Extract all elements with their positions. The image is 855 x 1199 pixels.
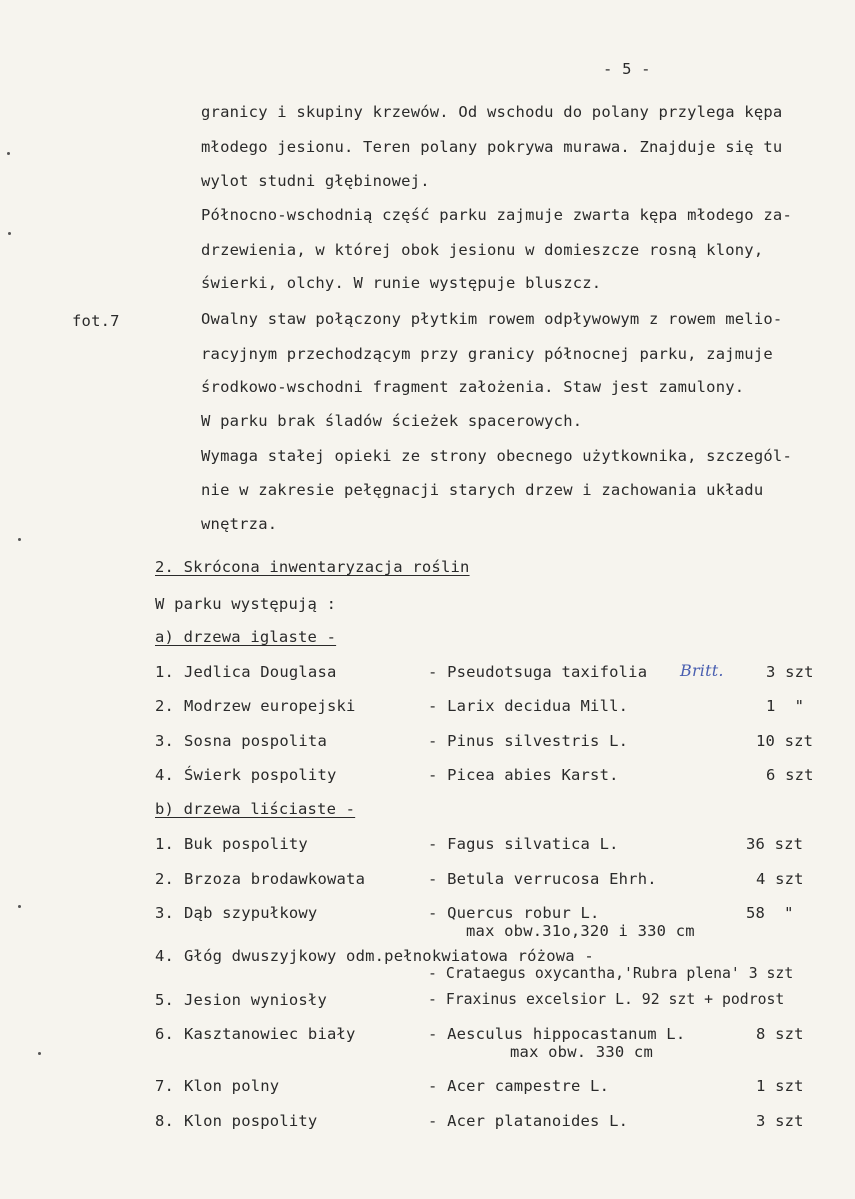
item-number: 4. <box>155 766 175 784</box>
paragraph-line: W parku brak śladów ścieżek spacerowych. <box>201 412 583 430</box>
handwritten-note: Britt. <box>680 661 724 680</box>
item-latin: - Acer platanoides L. <box>428 1112 629 1130</box>
item-number: 3. <box>155 904 175 922</box>
item-count: 1 " <box>766 697 805 715</box>
margin-mark <box>38 1052 41 1055</box>
paragraph-line: nie w zakresie pełęgnacji starych drzew i zachowania układu <box>201 481 764 499</box>
item-number: 1. <box>155 835 175 853</box>
paragraph-line: Północno-wschodnią część parku zajmuje zwarta kępa młodego za- <box>201 206 792 224</box>
item-subline: max obw. 330 cm <box>510 1043 653 1061</box>
paragraph-line: środkowo-wschodni fragment założenia. Staw jest zamulony. <box>201 378 745 396</box>
item-latin: - Aesculus hippocastanum L. <box>428 1025 686 1043</box>
item-subline: max obw.31o,320 i 330 cm <box>466 922 695 940</box>
item-name: Dąb szypułkowy <box>184 904 318 922</box>
item-count: 8 szt <box>756 1025 804 1043</box>
item-latin: - Fraxinus excelsior L. 92 szt + podrost <box>428 991 785 1008</box>
intro-text: W parku występują : <box>155 595 337 613</box>
margin-mark <box>18 538 21 541</box>
item-count: 3 szt <box>766 663 814 681</box>
paragraph-line: granicy i skupiny krzewów. Od wschodu do polany przylega kępa <box>201 103 783 121</box>
item-number: 4. <box>155 947 175 965</box>
margin-mark <box>18 905 21 908</box>
paragraph-line: Owalny staw połączony płytkim rowem odpływowym z rowem melio- <box>201 310 783 328</box>
paragraph-line: Wymaga stałej opieki ze strony obecnego użytkownika, szczegól- <box>201 447 792 465</box>
section-heading: 2. Skrócona inwentaryzacja roślin <box>155 558 470 576</box>
item-number: 3. <box>155 732 175 750</box>
item-name: Jesion wyniosły <box>184 991 327 1009</box>
item-count: 3 szt <box>756 1112 804 1130</box>
margin-mark <box>8 232 11 235</box>
item-number: 2. <box>155 870 175 888</box>
item-latin: - Pseudotsuga taxifolia <box>428 663 648 681</box>
paragraph-line: wylot studni głębinowej. <box>201 172 430 190</box>
item-count: 6 szt <box>766 766 814 784</box>
item-name: Sosna pospolita <box>184 732 327 750</box>
paragraph-line: racyjnym przechodzącym przy granicy północnej parku, zajmuje <box>201 345 773 363</box>
item-number: 5. <box>155 991 175 1009</box>
paragraph-line: drzewienia, w której obok jesionu w domieszcze rosną klony, <box>201 241 764 259</box>
item-count: 4 szt <box>756 870 804 888</box>
page-number: - 5 - <box>603 60 651 78</box>
paragraph-line: świerki, olchy. W runie występuje bluszcz. <box>201 274 602 292</box>
item-latin: - Fagus silvatica L. <box>428 835 619 853</box>
item-number: 6. <box>155 1025 175 1043</box>
item-count: 1 szt <box>756 1077 804 1095</box>
item-latin: - Acer campestre L. <box>428 1077 610 1095</box>
item-count: 58 " <box>746 904 794 922</box>
item-number: 1. <box>155 663 175 681</box>
item-name: Klon polny <box>184 1077 280 1095</box>
paragraph-line: wnętrza. <box>201 515 278 533</box>
conifers-heading: a) drzewa iglaste - <box>155 628 337 646</box>
item-latin: - Quercus robur L. <box>428 904 600 922</box>
item-latin: - Pinus silvestris L. <box>428 732 629 750</box>
item-latin: - Larix decidua Mill. <box>428 697 629 715</box>
deciduous-heading: b) drzewa liściaste - <box>155 800 356 818</box>
item-subline: - Crataegus oxycantha,'Rubra plena' 3 szt <box>428 965 794 982</box>
item-name: Modrzew europejski <box>184 697 356 715</box>
item-count: 10 szt <box>756 732 814 750</box>
item-name: Świerk pospolity <box>184 766 337 784</box>
item-latin: - Betula verrucosa Ehrh. <box>428 870 657 888</box>
item-name: Buk pospolity <box>184 835 308 853</box>
item-number: 2. <box>155 697 175 715</box>
item-name: Brzoza brodawkowata <box>184 870 366 888</box>
item-name: Klon pospolity <box>184 1112 318 1130</box>
item-name: Jedlica Douglasa <box>184 663 337 681</box>
margin-mark <box>7 152 10 155</box>
item-number: 7. <box>155 1077 175 1095</box>
item-count: 36 szt <box>746 835 804 853</box>
item-name: Kasztanowiec biały <box>184 1025 356 1043</box>
item-latin: - Picea abies Karst. <box>428 766 619 784</box>
side-label: fot.7 <box>72 312 120 330</box>
item-name: Głóg dwuszyjkowy odm.pełnokwiatowa różowa - <box>184 947 594 965</box>
paragraph-line: młodego jesionu. Teren polany pokrywa murawa. Znajduje się tu <box>201 138 783 156</box>
item-number: 8. <box>155 1112 175 1130</box>
